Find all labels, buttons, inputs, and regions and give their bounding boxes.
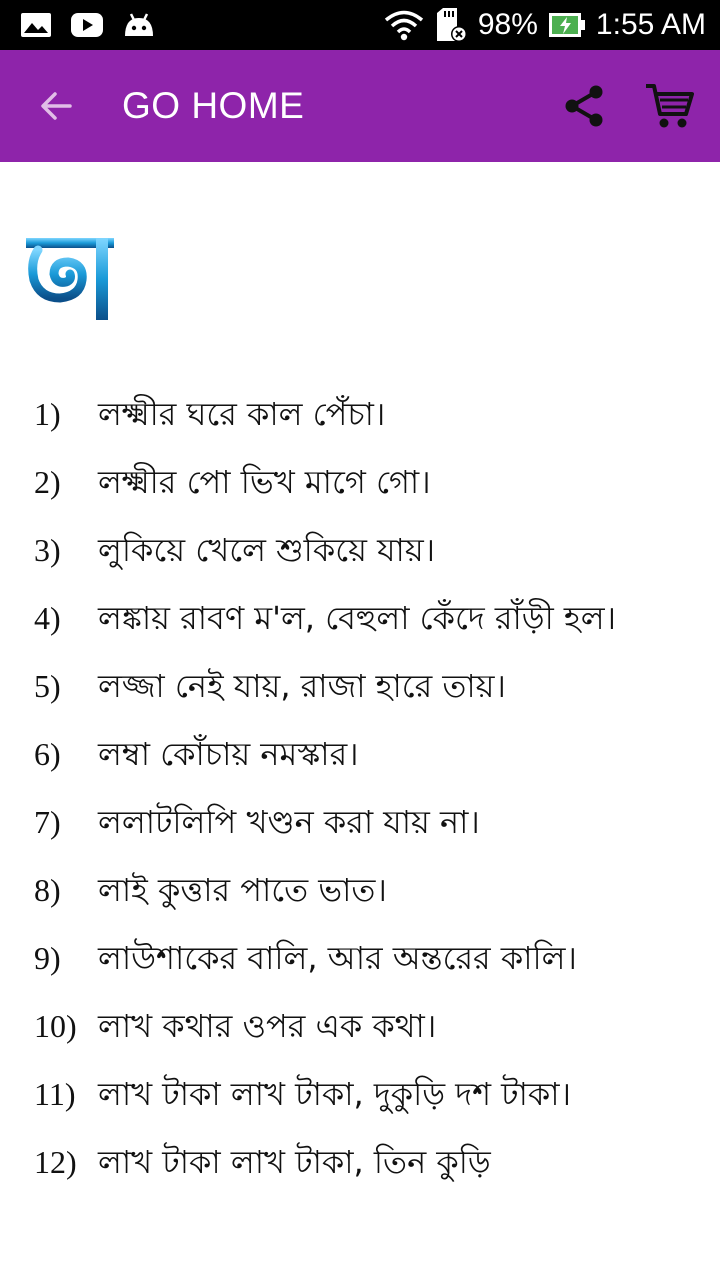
- list-item: [0, 652, 720, 720]
- proverb-number: 8): [34, 872, 61, 908]
- proverb-text: লঙ্কায় রাবণ ম'ল, বেহুলা কেঁদে রাঁড়ী হল।: [98, 599, 617, 637]
- proverb-number: 2): [34, 464, 61, 500]
- cart-icon: [644, 80, 696, 132]
- list-item: [0, 516, 720, 584]
- sd-card-icon: [434, 7, 468, 43]
- share-button[interactable]: [556, 78, 612, 134]
- proverb-number: 12): [34, 1144, 77, 1180]
- back-arrow-icon: [36, 86, 76, 126]
- proverb-text: লজ্জা নেই যায়, রাজা হারে তায়।: [98, 667, 506, 705]
- app-actions: [556, 78, 698, 134]
- proverb-number: 4): [34, 600, 61, 636]
- status-notifications: [20, 12, 156, 38]
- page-title: GO HOME: [122, 85, 305, 126]
- proverb-number: 1): [34, 396, 61, 432]
- wifi-icon: [384, 9, 424, 41]
- battery-charging-icon: [548, 11, 586, 39]
- list-item: [0, 720, 720, 788]
- proverb-number: 11): [34, 1076, 76, 1112]
- list-item: [0, 380, 720, 448]
- list-item: [0, 584, 720, 652]
- android-icon: [122, 12, 156, 38]
- cart-button[interactable]: [642, 78, 698, 134]
- status-system: [384, 7, 706, 43]
- proverb-number: 9): [34, 940, 61, 976]
- proverb-text: লাউশাকের বালি, আর অন্তরের কালি।: [98, 939, 577, 977]
- clock: 1:55 AM: [595, 8, 706, 41]
- proverb-text: ললাটলিপি খণ্ডন করা যায় না।: [98, 803, 480, 841]
- back-button[interactable]: [26, 76, 86, 136]
- proverb-text: লক্ষ্মীর পো ভিখ মাগে গো।: [98, 463, 431, 501]
- proverb-text: লাখ কথার ওপর এক কথা।: [98, 1007, 437, 1045]
- app-bar: [0, 50, 720, 162]
- proverb-text: লাখ টাকা লাখ টাকা, তিন কুড়ি: [98, 1143, 491, 1181]
- proverb-number: 3): [34, 532, 61, 568]
- proverb-number: 5): [34, 668, 61, 704]
- list-item: [0, 1060, 720, 1128]
- status-bar: [0, 0, 720, 50]
- proverb-text: লাই কুত্তার পাতে ভাত।: [98, 871, 387, 909]
- proverb-text: লাখ টাকা লাখ টাকা, দুকুড়ি দশ টাকা।: [98, 1075, 572, 1113]
- list-item: [0, 992, 720, 1060]
- content-area[interactable]: [0, 162, 720, 1280]
- proverb-text: লম্বা কোঁচায় নমস্কার।: [98, 735, 359, 773]
- list-item: [0, 788, 720, 856]
- gallery-icon: [20, 12, 52, 38]
- letter-logo: [26, 236, 118, 326]
- list-item: [0, 856, 720, 924]
- list-item: [0, 1128, 720, 1196]
- proverb-number: 10): [34, 1008, 77, 1044]
- share-icon: [560, 82, 608, 130]
- proverb-number: 6): [34, 736, 61, 772]
- proverb-number: 7): [34, 804, 61, 840]
- battery-percent: 98%: [477, 8, 538, 41]
- list-item: [0, 448, 720, 516]
- proverb-text: লুকিয়ে খেলে শুকিয়ে যায়।: [98, 531, 436, 569]
- proverb-text: লক্ষ্মীর ঘরে কাল পেঁচা।: [98, 395, 386, 433]
- proverb-list: [0, 380, 720, 1196]
- list-item: [0, 924, 720, 992]
- youtube-icon: [70, 12, 104, 38]
